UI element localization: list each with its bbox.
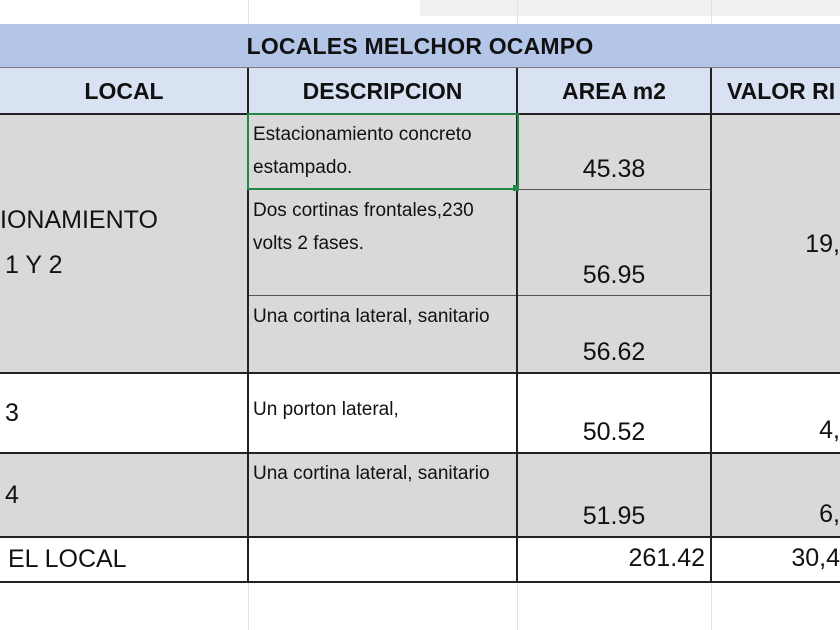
border bbox=[710, 68, 712, 582]
area-cell[interactable]: 51.95 bbox=[517, 453, 711, 537]
descripcion-cell[interactable]: Una cortina lateral, sanitario bbox=[248, 453, 517, 537]
local-cell-estacionamiento[interactable] bbox=[0, 114, 248, 373]
area-cell[interactable]: 56.62 bbox=[517, 296, 711, 373]
header-area[interactable]: AREA m2 bbox=[517, 68, 711, 114]
header-local[interactable]: LOCAL bbox=[0, 68, 248, 114]
total-descripcion-cell[interactable] bbox=[248, 537, 517, 582]
local-label: 3 bbox=[5, 399, 19, 427]
sheet-top-band bbox=[420, 0, 840, 16]
descripcion-cell[interactable]: Estacionamiento concreto estampado. bbox=[248, 114, 517, 190]
border bbox=[0, 452, 840, 454]
local-label: IONAMIENTO bbox=[0, 206, 158, 234]
descripcion-cell[interactable]: Dos cortinas frontales,230 volts 2 fases. bbox=[248, 190, 517, 296]
total-area[interactable]: 261.42 bbox=[628, 544, 705, 572]
descripcion-cell[interactable]: Un porton lateral, bbox=[253, 399, 399, 420]
total-valor-cell[interactable] bbox=[711, 537, 840, 582]
cell-selection-outline bbox=[247, 113, 519, 190]
area-cell[interactable]: 45.38 bbox=[517, 114, 711, 190]
border bbox=[0, 67, 840, 68]
valor-cell[interactable] bbox=[711, 114, 840, 373]
valor-text: 6, bbox=[819, 500, 840, 528]
total-valor: 30,4 bbox=[791, 544, 840, 572]
local-cell[interactable] bbox=[0, 373, 248, 453]
header-valor[interactable]: VALOR RI bbox=[711, 68, 840, 114]
table-title[interactable]: LOCALES MELCHOR OCAMPO bbox=[0, 24, 840, 68]
local-cell[interactable] bbox=[0, 453, 248, 537]
header-descripcion[interactable]: DESCRIPCION bbox=[248, 68, 517, 114]
valor-cell[interactable] bbox=[711, 453, 840, 537]
descripcion-cell[interactable]: Una cortina lateral, sanitario bbox=[248, 296, 517, 373]
area-cell[interactable]: 56.95 bbox=[517, 190, 711, 296]
border bbox=[0, 372, 840, 374]
local-label-sub: 1 Y 2 bbox=[5, 251, 63, 279]
area-cell[interactable]: 50.52 bbox=[582, 418, 646, 446]
total-label[interactable]: EL LOCAL bbox=[8, 545, 127, 573]
border bbox=[0, 581, 840, 583]
border bbox=[0, 536, 840, 538]
local-label: 4 bbox=[5, 481, 19, 509]
fill-handle[interactable] bbox=[513, 185, 519, 191]
valor-cell[interactable] bbox=[711, 373, 840, 453]
border bbox=[248, 295, 711, 296]
valor-text: 4, bbox=[819, 416, 840, 444]
valor-text: 19, bbox=[805, 230, 840, 258]
